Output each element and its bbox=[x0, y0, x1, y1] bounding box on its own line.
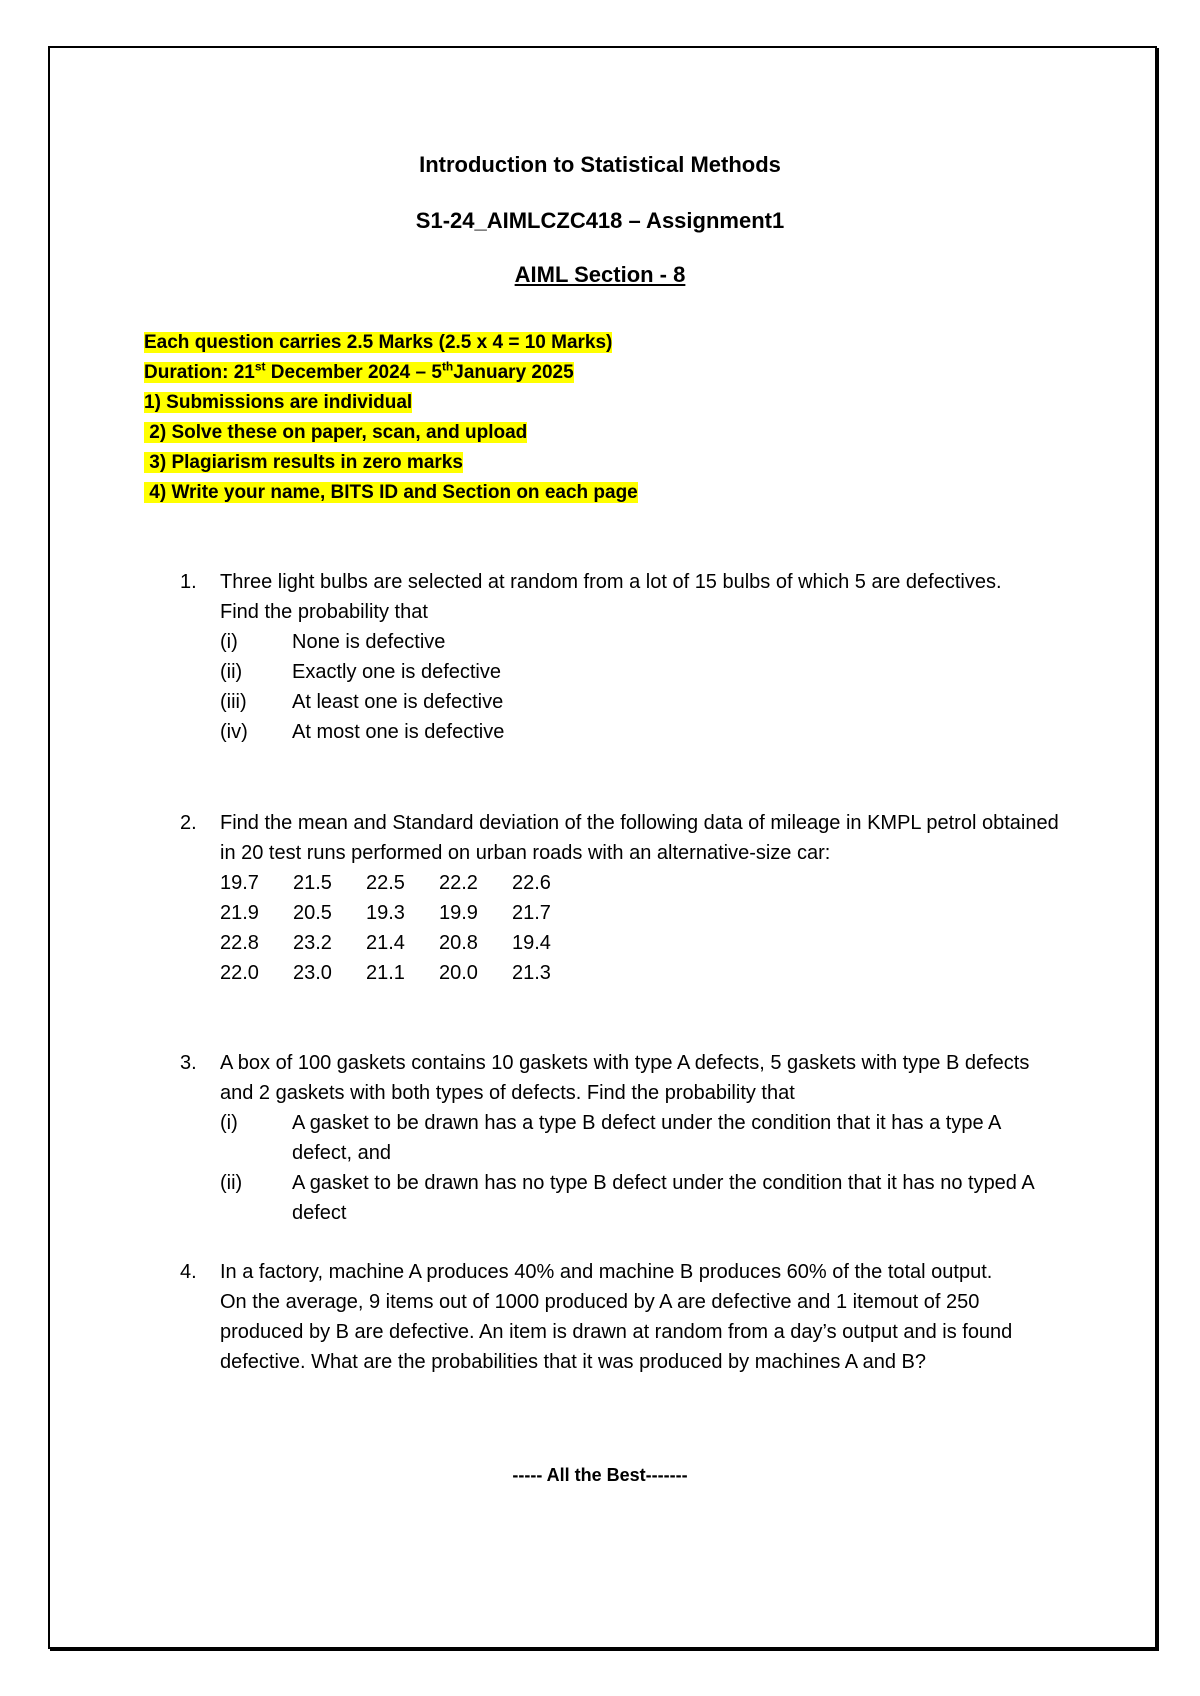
question-4 bbox=[180, 1257, 1060, 1377]
section-label: AIML Section - 8 bbox=[514, 262, 686, 287]
data-value: 21.5 bbox=[293, 872, 332, 894]
data-value: 20.8 bbox=[439, 932, 478, 954]
course-code: S1-24_AIMLCZC418 – Assignment1 bbox=[415, 208, 785, 233]
question-text: A box of 100 gaskets contains 10 gaskets with type A defects, 5 gaskets with type B defects and 2 gaskets with both types of defects. Find the probability that bbox=[220, 1052, 1030, 1104]
data-value: 19.7 bbox=[220, 872, 259, 894]
rule-1: 1) Submissions are individual bbox=[144, 392, 413, 413]
question-part: (ii) Exactly one is defective bbox=[220, 661, 501, 683]
question-number: 4. bbox=[180, 1261, 197, 1283]
data-value: 20.0 bbox=[439, 962, 478, 984]
question-part: (iv) At most one is defective bbox=[220, 721, 505, 743]
question-1 bbox=[180, 567, 1060, 747]
data-value: 21.3 bbox=[512, 962, 551, 984]
data-value: 23.0 bbox=[293, 962, 332, 984]
data-value: 21.4 bbox=[366, 932, 405, 954]
rule-2: 2) Solve these on paper, scan, and upload bbox=[144, 422, 528, 443]
closing-note: ----- All the Best------- bbox=[512, 1465, 688, 1485]
rule-4: 4) Write your name, BITS ID and Section on each page bbox=[144, 482, 638, 503]
data-value: 21.1 bbox=[366, 962, 405, 984]
question-3 bbox=[180, 1048, 1060, 1228]
question-text: Three light bulbs are selected at random from a lot of 15 bulbs of which 5 are defectives. bbox=[220, 571, 1002, 593]
instructions bbox=[144, 328, 638, 508]
data-value: 23.2 bbox=[293, 932, 332, 954]
question-part: (iii) At least one is defective bbox=[220, 691, 504, 713]
data-value: 21.7 bbox=[512, 902, 551, 924]
data-value: 21.9 bbox=[220, 902, 259, 924]
data-value: 19.4 bbox=[512, 932, 551, 954]
question-part: (ii) A gasket to be drawn has no type B defect under the condition that it has no typed A defect bbox=[220, 1172, 1034, 1224]
question-lead: Find the probability that bbox=[220, 601, 428, 623]
data-value: 22.8 bbox=[220, 932, 259, 954]
question-number: 1. bbox=[180, 571, 197, 593]
rule-3: 3) Plagiarism results in zero marks bbox=[144, 452, 463, 473]
mileage-data-grid bbox=[220, 868, 1060, 988]
question-part: (i) None is defective bbox=[220, 631, 446, 653]
document-title: Introduction to Statistical Methods bbox=[419, 152, 781, 177]
data-value: 22.0 bbox=[220, 962, 259, 984]
question-text: In a factory, machine A produces 40% and machine B produces 60% of the total output. bbox=[220, 1261, 993, 1283]
question-text-continued: On the average, 9 items out of 1000 produced by A are defective and 1 itemout of 250 produced by B are defective. An item is drawn at random from a day’s output and is found defective. What are the probabilities that it was produced by machines A and B? bbox=[220, 1291, 1013, 1373]
question-part: (i) A gasket to be drawn has a type B defect under the condition that it has a type A defect, and bbox=[220, 1112, 1001, 1164]
data-value: 20.5 bbox=[293, 902, 332, 924]
data-value: 22.6 bbox=[512, 872, 551, 894]
data-value: 22.5 bbox=[366, 872, 405, 894]
data-value: 19.3 bbox=[366, 902, 405, 924]
marks-note: Each question carries 2.5 Marks (2.5 x 4 = 10 Marks) bbox=[144, 332, 613, 353]
question-text: Find the mean and Standard deviation of the following data of mileage in KMPL petrol obtained in 20 test runs performed on urban roads with an alternative-size car: bbox=[220, 812, 1059, 864]
question-2 bbox=[180, 808, 1060, 988]
question-number: 2. bbox=[180, 812, 197, 834]
data-value: 22.2 bbox=[439, 872, 478, 894]
duration-note: Duration: 21st December 2024 – 5thJanuary 2025 bbox=[144, 359, 574, 383]
data-value: 19.9 bbox=[439, 902, 478, 924]
question-number: 3. bbox=[180, 1052, 197, 1074]
